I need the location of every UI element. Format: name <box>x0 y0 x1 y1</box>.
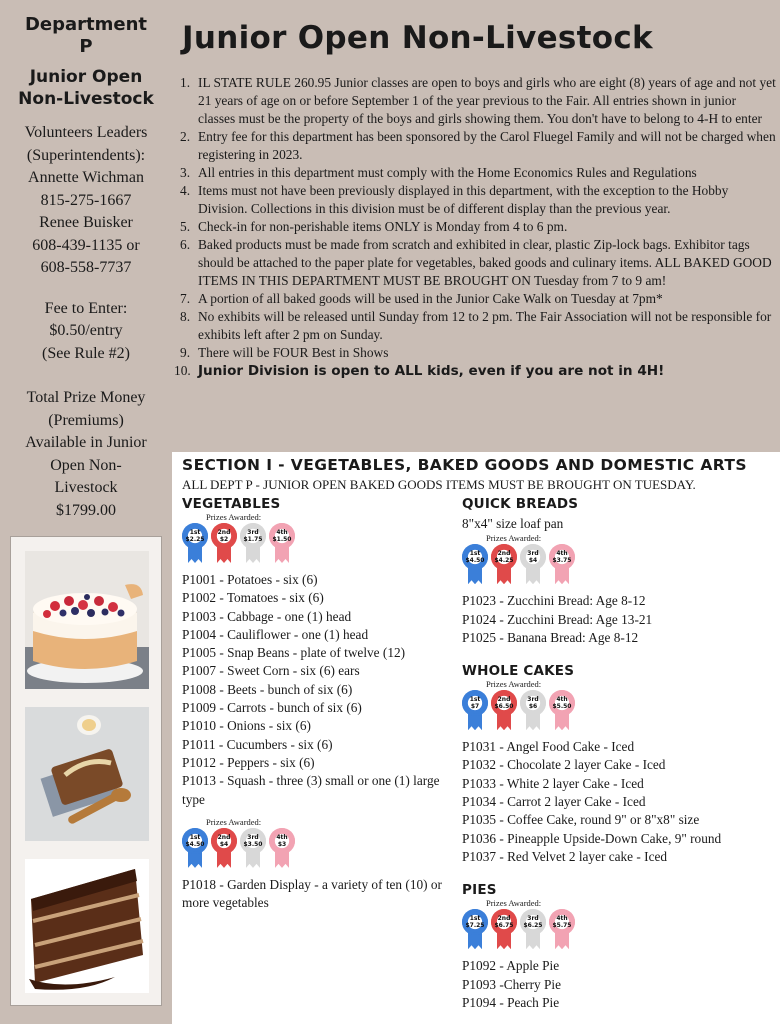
fourth-prize-amount: $1.50 <box>272 536 292 543</box>
volunteers-label-2: (Superintendents): <box>26 146 146 164</box>
rule-number: 4. <box>180 183 191 198</box>
rule-text: IL STATE RULE 260.95 Junior classes are open to boys and girls who are eight (8) years of age and not yet 21 years of age on or before September 1 of the year previous to the Fair. All entries shown in junior classes must be the property of the boys and girls showing them. You don't have to belong to 4-H to enter <box>198 75 776 126</box>
rule-number: 1. <box>180 75 191 90</box>
first-place-ribbon-icon: 1st $7.25 <box>462 909 488 949</box>
volunteer-leaders <box>0 122 172 280</box>
list-item: P1033 - White 2 layer Cake - Iced <box>462 775 644 791</box>
leader-phone: 608-439-1135 or <box>32 236 140 254</box>
subheading-line-2: Non-Livestock <box>18 89 154 109</box>
list-item: P1031 - Angel Food Cake - Iced <box>462 739 635 755</box>
rule-item <box>180 236 776 290</box>
rules-list <box>174 74 776 380</box>
fourth-place-ribbon-icon: 4th $5.50 <box>549 690 575 730</box>
list-item: P1010 - Onions - six (6) <box>182 718 311 734</box>
first-place-ribbon-icon: 1st $4.50 <box>462 544 488 584</box>
prize-ribbons <box>462 690 774 730</box>
first-prize-amount: $4.50 <box>185 840 205 848</box>
section-note: ALL DEPT P - JUNIOR OPEN BAKED GOODS ITEMS MUST BE BROUGHT ON TUESDAY. <box>182 477 696 492</box>
second-place-ribbon-icon: 2nd $4 <box>211 828 237 868</box>
prize-ribbons <box>182 828 452 868</box>
second-prize-amount: $4 <box>219 840 229 848</box>
photo-strip <box>10 536 162 1006</box>
rule-item <box>180 308 776 344</box>
third-prize-amount: $6 <box>528 703 538 711</box>
list-item: P1012 - Peppers - six (6) <box>182 754 315 770</box>
list-item: P1013 - Squash - three (3) small or one (1) large type <box>182 773 440 807</box>
list-item: P1009 - Carrots - bunch of six (6) <box>182 700 362 716</box>
rule-number: 2. <box>180 129 191 144</box>
prizes-label: Prizes Awarded: <box>206 512 262 522</box>
prizes-label: Prizes Awarded: <box>486 533 542 544</box>
volunteers-label: Volunteers Leaders <box>24 124 148 141</box>
prizes-label: Prizes Awarded: <box>206 816 262 827</box>
rule-text: Entry fee for this department has been sponsored by the Carol Fluegel Family and will not be charged when registering in 2023. <box>198 129 776 162</box>
baked-goods-column <box>462 496 774 1012</box>
rule-number: 6. <box>180 237 191 252</box>
first-prize-amount: $7 <box>470 703 480 711</box>
list-item: P1024 - Zucchini Bread: Age 13-21 <box>462 611 653 627</box>
list-item: P1036 - Pineapple Upside-Down Cake, 9" round <box>462 830 722 846</box>
rule-text: All entries in this department must comply with the Home Economics Rules and Regulations <box>198 165 697 180</box>
list-item: P1023 - Zucchini Bread: Age 8-12 <box>462 593 646 609</box>
list-item: P1092 - Apple Pie <box>462 958 560 974</box>
prize-ribbons <box>462 544 774 584</box>
fourth-prize-amount: $5.50 <box>552 703 572 711</box>
rule-text: Baked products must be made from scratch and exhibited in clear, plastic Zip-lock bags. Exhibitor tags should be attached to the paper plate for vegetables, baked goods and culinary items. ALL BAKED GOOD ITEMS IN THIS DEPARTMENT MUST BE BROUGHT ON Tuesday from 7 to 9 am! <box>198 237 772 288</box>
page-title: Junior Open Non-Livestock <box>182 20 653 56</box>
rule-text: A portion of all baked goods will be used in the Junior Cake Walk on Tuesday at 7pm* <box>198 291 663 306</box>
rule-item <box>180 344 776 362</box>
prizes-label: Prizes Awarded: <box>486 679 542 690</box>
section-panel <box>172 452 780 1024</box>
prize-label: Total Prize Money <box>26 389 146 406</box>
list-item: P1008 - Beets - bunch of six (6) <box>182 681 353 697</box>
prize-ribbons <box>462 909 774 949</box>
list-item: P1011 - Cucumbers - six (6) <box>182 736 333 752</box>
leader-phone: 608-558-7737 <box>40 259 132 276</box>
second-place-ribbon-icon: 2nd $4.25 <box>491 544 517 584</box>
rule-number: 9. <box>180 345 191 360</box>
berry-cake-photo <box>25 551 149 689</box>
vegetables-heading: VEGETABLES <box>182 496 281 512</box>
rule-text: Items must not have been previously displayed in this department, with the exception to the Hobby Division. Collections in this division must be of different display than the previous year. <box>198 183 729 216</box>
third-prize-amount: $4 <box>528 557 538 565</box>
rule-item <box>180 290 776 308</box>
second-prize-amount: $6.75 <box>494 922 514 930</box>
rule-item <box>174 362 776 380</box>
list-item: P1035 - Coffee Cake, round 9" or 8"x8" size <box>462 812 700 828</box>
prize-ribbons <box>182 523 452 563</box>
second-place-ribbon-icon: 2nd $6.75 <box>491 909 517 949</box>
second-prize-amount: $6.50 <box>494 703 514 711</box>
list-item: P1037 - Red Velvet 2 layer cake - Iced <box>462 848 668 864</box>
rule-number: 7. <box>180 291 191 306</box>
first-place-ribbon-icon: 1st $7 <box>462 690 488 730</box>
total-prize-money <box>0 387 172 522</box>
banana-bread-photo <box>25 707 149 841</box>
prize-label: Available in Junior <box>25 434 147 451</box>
fourth-place-ribbon-icon: 4th $1.50 <box>269 523 295 563</box>
rule-item <box>180 74 776 128</box>
second-prize-amount: $2 <box>219 536 229 543</box>
first-place-ribbon-icon: 1st $2.25 <box>182 523 208 563</box>
fee-note: (See Rule #2) <box>42 344 130 362</box>
chocolate-cake-photo <box>25 859 149 993</box>
list-item: P1002 - Tomatoes - six (6) <box>182 590 324 606</box>
department-heading <box>0 14 172 58</box>
rule-number: 8. <box>180 309 191 324</box>
fourth-place-ribbon-icon: 4th $3 <box>269 828 295 868</box>
list-item: P1001 - Potatoes - six (6) <box>182 572 318 587</box>
prize-label: (Premiums) <box>48 411 124 429</box>
department-letter: P <box>79 36 93 57</box>
rule-text: No exhibits will be released until Sunday from 12 to 2 pm. The Fair Association will not be responsible for exhibits left after 2 pm on Sunday. <box>198 309 772 342</box>
fee-amount: $0.50/entry <box>49 322 123 339</box>
vegetables-column <box>182 496 452 912</box>
prizes-label: Prizes Awarded: <box>486 898 542 909</box>
rule-item <box>180 128 776 164</box>
rule-item <box>180 182 776 218</box>
subheading-line-1: Junior Open <box>29 67 143 87</box>
list-item: P1004 - Cauliflower - one (1) head <box>182 626 369 642</box>
rule-text: Junior Division is open to ALL kids, even if you are not in 4H! <box>198 363 665 379</box>
list-item: P1032 - Chocolate 2 layer Cake - Iced <box>462 757 666 773</box>
list-item: P1018 - Garden Display - a variety of ten (10) or more vegetables <box>182 876 442 911</box>
list-item: P1005 - Snap Beans - plate of twelve (12) <box>182 645 406 661</box>
third-place-ribbon-icon: 3rd $4 <box>520 544 546 584</box>
third-prize-amount: $3.50 <box>243 840 263 848</box>
pies-heading: PIES <box>462 882 497 899</box>
second-prize-amount: $4.25 <box>494 557 514 565</box>
fourth-place-ribbon-icon: 4th $5.75 <box>549 909 575 949</box>
list-item: P1093 -Cherry Pie <box>462 976 561 992</box>
third-place-ribbon-icon: 3rd $6.25 <box>520 909 546 949</box>
third-prize-amount: $6.25 <box>523 922 543 930</box>
whole-cakes-heading: WHOLE CAKES <box>462 663 575 680</box>
rule-number: 3. <box>180 165 191 180</box>
leader-name: Annette Wichman <box>28 169 144 186</box>
rule-text: There will be FOUR Best in Shows <box>198 345 389 360</box>
fourth-prize-amount: $3.75 <box>552 557 572 565</box>
list-item: P1025 - Banana Bread: Age 8-12 <box>462 629 639 645</box>
list-item: P1007 - Sweet Corn - six (6) ears <box>182 663 360 679</box>
leader-phone: 815-275-1667 <box>40 191 132 209</box>
leader-name: Renee Buisker <box>39 214 133 231</box>
fee-label: Fee to Enter: <box>44 299 128 317</box>
first-prize-amount: $4.50 <box>465 557 485 565</box>
entry-fee <box>0 298 172 366</box>
third-prize-amount: $1.75 <box>243 536 263 543</box>
quick-breads-subtext: 8"x4" size loaf pan <box>462 516 564 531</box>
third-place-ribbon-icon: 3rd $6 <box>520 690 546 730</box>
third-place-ribbon-icon: 3rd $1.75 <box>240 523 266 563</box>
fourth-prize-amount: $5.75 <box>552 922 572 930</box>
prize-label: Open Non- <box>50 456 122 474</box>
second-place-ribbon-icon: 2nd $2 <box>211 523 237 563</box>
prize-label: Livestock <box>54 479 118 496</box>
fourth-prize-amount: $3 <box>277 840 287 848</box>
first-prize-amount: $7.25 <box>465 922 485 930</box>
rule-number: 10. <box>174 363 191 378</box>
rule-text: Check-in for non-perishable items ONLY is Monday from 4 to 6 pm. <box>198 219 568 234</box>
first-place-ribbon-icon: 1st $4.50 <box>182 828 208 868</box>
rule-item <box>180 164 776 182</box>
department-subheading <box>0 66 172 110</box>
rule-item <box>180 218 776 236</box>
fourth-place-ribbon-icon: 4th $3.75 <box>549 544 575 584</box>
rule-number: 5. <box>180 219 191 234</box>
first-prize-amount: $2.25 <box>185 536 205 543</box>
quick-breads-heading: QUICK BREADS <box>462 496 579 512</box>
department-label: Department <box>24 14 148 35</box>
third-place-ribbon-icon: 3rd $3.50 <box>240 828 266 868</box>
list-item: P1094 - Peach Pie <box>462 994 560 1010</box>
list-item: P1003 - Cabbage - one (1) head <box>182 608 352 624</box>
second-place-ribbon-icon: 2nd $6.50 <box>491 690 517 730</box>
prize-total: $1799.00 <box>56 501 116 519</box>
section-title: SECTION I - VEGETABLES, BAKED GOODS AND DOMESTIC ARTS <box>182 456 747 474</box>
list-item: P1034 - Carrot 2 layer Cake - Iced <box>462 794 646 810</box>
